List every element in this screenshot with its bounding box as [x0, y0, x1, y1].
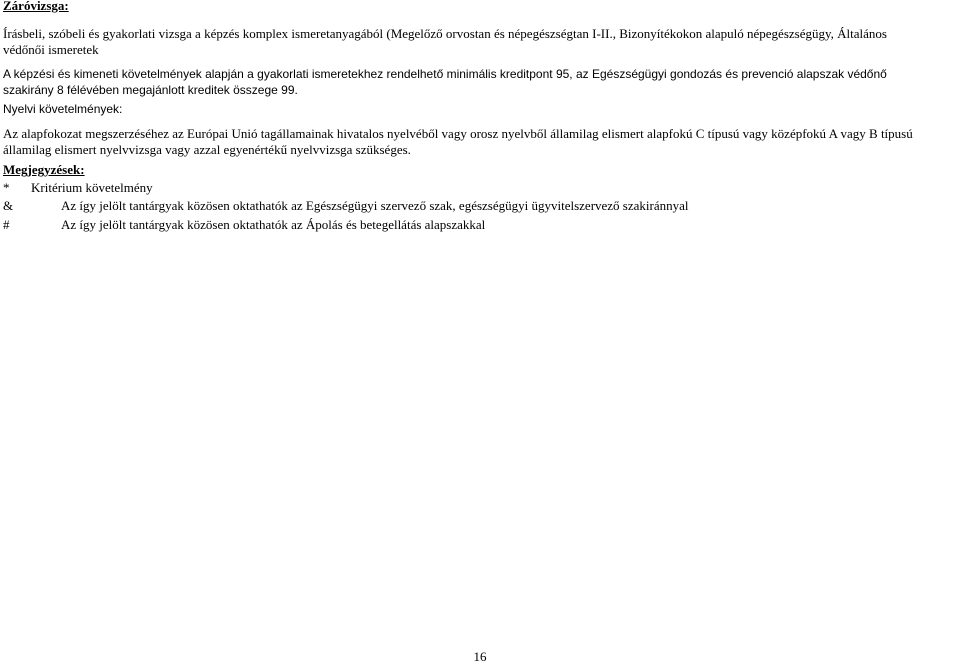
- note-text: Az így jelölt tantárgyak közösen oktathatók az Egészségügyi szervező szak, egészségügyi ügyvitelszervező szakiránnyal: [61, 198, 689, 213]
- language-requirement-line-1: Az alapfokozat megszerzéséhez az Európai Unió tagállamainak hivatalos nyelvéből vagy orosz nyelvből államilag elismert alapfokú C típusú vagy középfokú A vagy B típusú: [3, 126, 913, 141]
- note-symbol: #: [3, 217, 10, 232]
- language-heading: Nyelvi követelmények:: [3, 102, 123, 116]
- note-symbol: &: [3, 198, 14, 213]
- credits-line-1: A képzési és kimeneti követelmények alapján a gyakorlati ismeretekhez rendelhető minimális kreditpont 95, az Egészségügyi gondozás és prevenció alapszak védőnő: [3, 67, 887, 81]
- exam-heading: Záróvizsga:: [3, 0, 69, 13]
- exam-description-line-1: Írásbeli, szóbeli és gyakorlati vizsga a képzés komplex ismeretanyagából (Megelőző orvostan és népegészségtan I-II., Bizonyítékokon alapuló népegészségügy, Általános: [3, 26, 887, 41]
- credits-line-2: szakirány 8 félévében megajánlott kreditek összege 99.: [3, 83, 298, 97]
- note-text: Kritérium követelmény: [31, 180, 153, 195]
- exam-description-line-2: védőnői ismeretek: [3, 42, 99, 57]
- note-text: Az így jelölt tantárgyak közösen oktathatók az Ápolás és betegellátás alapszakkal: [61, 217, 486, 232]
- note-symbol: *: [3, 180, 10, 195]
- page-number: 16: [473, 649, 487, 664]
- notes-heading: Megjegyzések:: [3, 162, 85, 177]
- language-requirement-line-2: államilag elismert nyelvvizsga vagy azzal egyenértékű nyelvvizsga szükséges.: [3, 142, 411, 157]
